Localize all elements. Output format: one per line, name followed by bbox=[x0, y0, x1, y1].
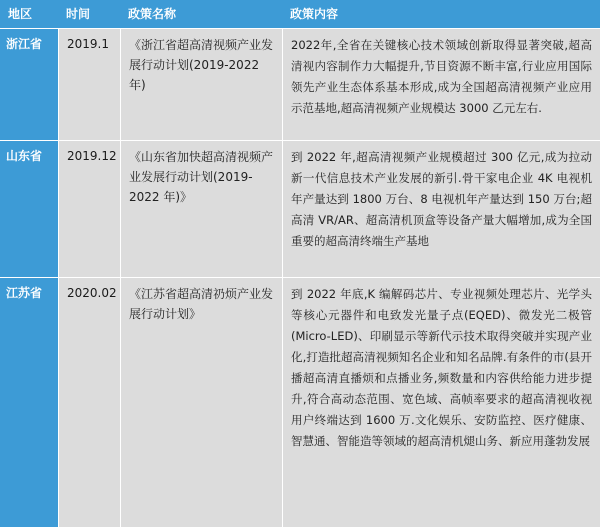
table-row bbox=[0, 28, 600, 140]
table-header bbox=[0, 0, 600, 28]
row-policy-name: 《山东省加快超高清视频产业发展行动计划(2019-2022 年)》 bbox=[120, 141, 282, 277]
row-time: 2019.1 bbox=[58, 29, 120, 140]
row-region: 江苏省 bbox=[0, 278, 58, 527]
row-time: 2020.02 bbox=[58, 278, 120, 527]
row-policy-name: 《江苏省超高清礽烦产业发展行动计划》 bbox=[120, 278, 282, 527]
row-policy-content: 到 2022 年底,K 编解码芯片、专业视频处理芯片、光学头等核心元器件和电致发光量子点(EQED)、微发光二极管(Micro-LED)、印刷显示等新代示技术取得突破并实现产业化,打造批超高清视频知名企业和知名品牌.有条件的市(县开播超高清直播烦和点播业务,频数量和内容供给能力进步提升,符合高动态范围、宽色域、高帧率要求的超高清视收视用户终端达到 1600 万.文化娱乐、安防监控、医疗健康、智慧通、智能造等领域的超高清机煺山务、新应用蓬勃发展 bbox=[282, 278, 600, 527]
row-body bbox=[58, 278, 600, 527]
row-policy-content: 2022年,全省在关键核心技术领域创新取得显著突破,超高清视内容制作力大幅提升,节目资源不断丰富,行业应用国际领先产业生态体系基本形成,成为全国超高清视频产业应用示范基地,超高清视频产业规模达 3000 乙元左右. bbox=[282, 29, 600, 140]
header-region: 地区 bbox=[8, 7, 33, 21]
row-region: 山东省 bbox=[0, 141, 58, 277]
row-time: 2019.12 bbox=[58, 141, 120, 277]
header-policy-content: 政策内容 bbox=[290, 7, 339, 21]
header-policy-name: 政策名称 bbox=[128, 7, 177, 21]
row-body bbox=[58, 141, 600, 277]
table-row bbox=[0, 140, 600, 277]
row-policy-content: 到 2022 年,超高清视频产业规模超过 300 亿元,成为拉动新一代信息技术产业发展的新引.骨干家电企业 4K 电视机年产量达到 1800 万台、8 电视机年产量达到 150 万台;超高清 VR/AR、超高清机顶盒等设备产量大幅增加,成为全国重要的超高清终端生产基地 bbox=[282, 141, 600, 277]
row-body bbox=[58, 29, 600, 140]
table-row bbox=[0, 277, 600, 527]
row-region: 浙江省 bbox=[0, 29, 58, 140]
row-policy-name: 《浙江省超高清视频产业发展行动计划(2019-2022年) bbox=[120, 29, 282, 140]
header-time: 时间 bbox=[66, 7, 91, 21]
